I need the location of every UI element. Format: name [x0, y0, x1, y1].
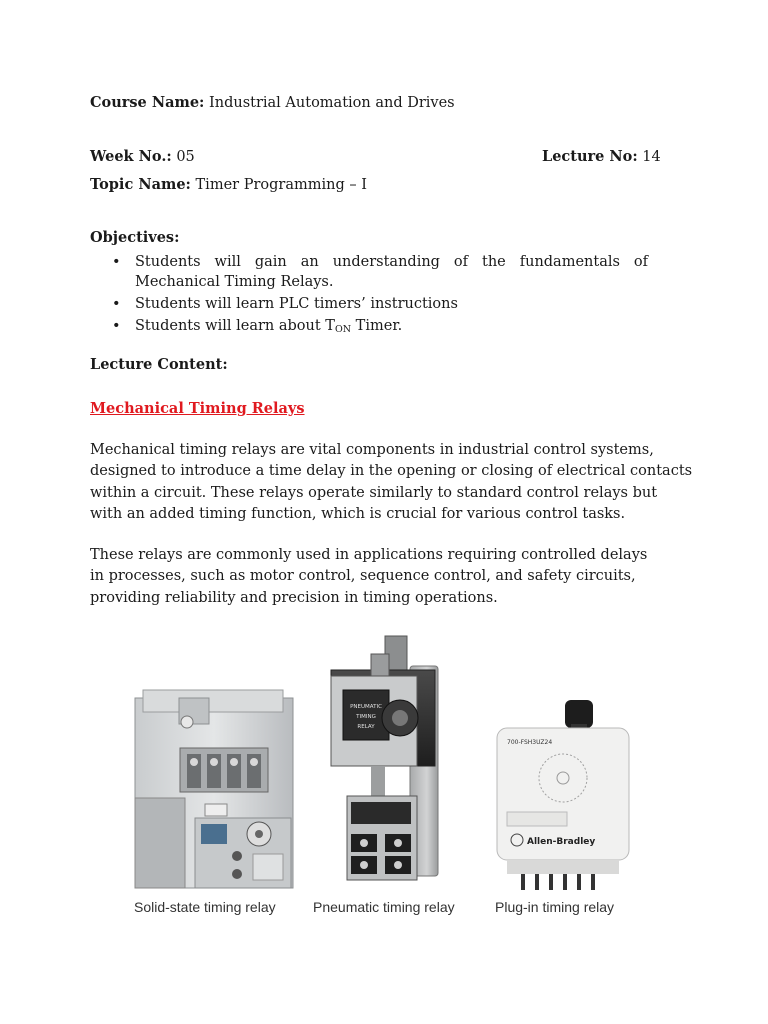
caption-plug-in: Plug-in timing relay [495, 899, 615, 915]
objective-item [90, 294, 648, 314]
objective-2-text: Students will learn PLC timers’ instructions [135, 296, 458, 312]
paragraph-1-line: within a circuit. These relays operate similarly to standard control relays but [90, 484, 658, 501]
plugin-brand-text: Allen-Bradley [527, 837, 596, 847]
caption-pneumatic: Pneumatic timing relay [313, 899, 455, 915]
lecture-no-line [542, 148, 661, 165]
section-title: Mechanical Timing Relays [90, 400, 305, 417]
objective-1-line-2: Mechanical Timing Relays. [135, 274, 334, 290]
paragraph-1 [90, 440, 693, 525]
objectives-heading [90, 229, 179, 246]
pneumatic-plate-text: TIMING [356, 714, 376, 720]
objective-3-pre: Students will learn about T [135, 318, 335, 334]
relay-figure-svg [125, 628, 635, 928]
week-value: 05 [176, 149, 195, 165]
course-name-line [90, 94, 455, 111]
pneumatic-plate-text: PNEUMATIC [350, 704, 382, 710]
paragraph-2-line: in processes, such as motor control, sequence control, and safety circuits, [90, 568, 636, 585]
lecture-content-heading-text: Lecture Content: [90, 356, 228, 373]
lecture-no-label: Lecture No: [542, 148, 638, 165]
objective-1-line-1: • Students will gain an understanding of the fundamentals of [135, 254, 648, 270]
course-name-label: Course Name: [90, 94, 205, 111]
pneumatic-plate-text: RELAY [357, 724, 375, 730]
relay-figure [125, 628, 635, 928]
lecture-content-heading [90, 356, 228, 373]
paragraph-1-line: with an added timing function, which is crucial for various control tasks. [90, 505, 626, 522]
paragraph-2 [90, 545, 674, 609]
plugin-model-text: 700-FSH3UZ24 [507, 739, 553, 746]
paragraph-1-line: designed to introduce a time delay in the opening or closing of electrical contacts [90, 463, 693, 480]
objective-3-post: Timer. [351, 318, 403, 334]
paragraph-2-line: providing reliability and precision in timing operations. [90, 589, 498, 606]
paragraph-2-line: These relays are commonly used in applications requiring controlled delays [90, 547, 648, 563]
lecture-no-value: 14 [642, 149, 661, 165]
week-line [90, 148, 195, 165]
objective-item [90, 316, 648, 340]
caption-solid-state: Solid-state timing relay [134, 899, 276, 915]
topic-label: Topic Name: [90, 176, 191, 193]
solid-state-relay-image [135, 690, 293, 888]
pneumatic-relay-image [331, 636, 438, 880]
topic-value: Timer Programming – I [195, 177, 367, 193]
paragraph-1-line: Mechanical timing relays are vital components in industrial control systems, [90, 442, 654, 458]
course-name-value: Industrial Automation and Drives [209, 95, 455, 111]
objective-3-sub: ON [334, 324, 352, 335]
objectives-list [90, 252, 648, 342]
week-label: Week No.: [90, 148, 172, 165]
topic-line [90, 176, 367, 193]
objective-item [90, 252, 648, 292]
objectives-heading-text: Objectives: [90, 229, 180, 246]
plug-in-relay-image [497, 700, 629, 890]
